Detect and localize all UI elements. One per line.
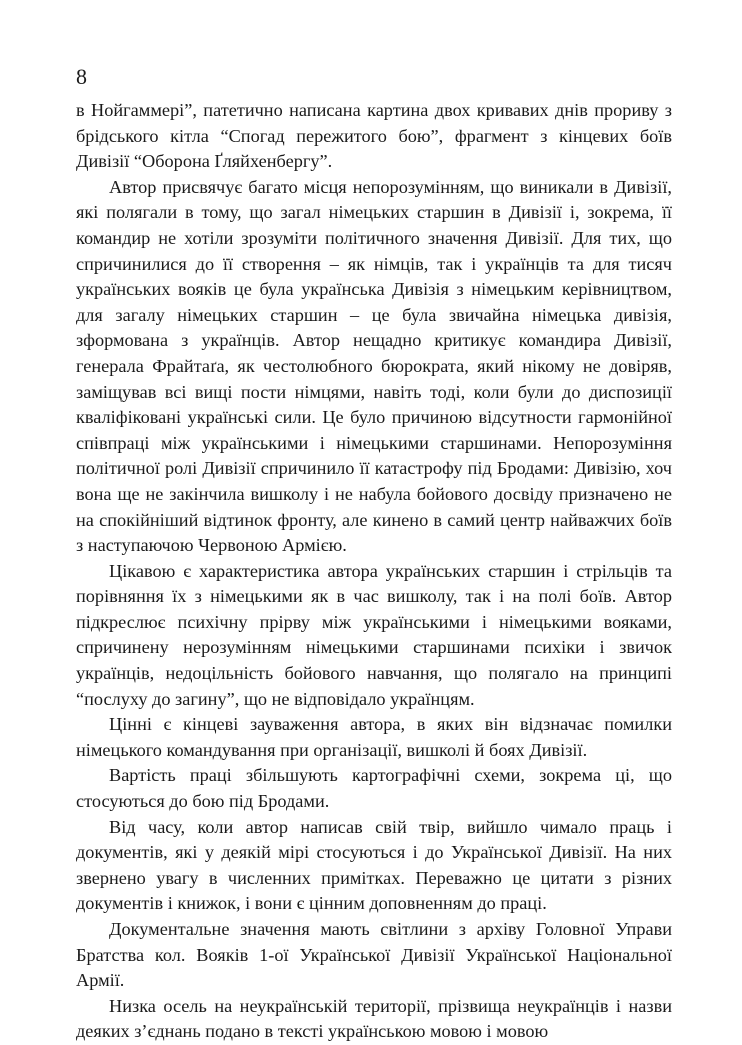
paragraph-misunderstandings: Автор присвячує багато місця непорозумінням, що виникали в Дивізії, які полягали в тому, що загал німецьких старшин в Дивізії і, зокрема, її командир не хотіли зрозуміти політичного значення Дивізії. Для тих, що спричинилися до її створення – як німців, так і українців та для тисяч українських вояків це була українська Дивізія з німецьким керівництвом, для загалу німецьких старшин – це була звичайна німецька дивізія, зформована з українців. Автор нещадно критикує командира Дивізії, генерала Фрайтаґа, як честолюбного бюрократа, який нікому не довіряв, заміщував всі вищі пости німцями, навіть тоді, коли були до диспозиції кваліфіковані українські сили. Це було причиною відсутности гармонійної співпраці між українськими і німецькими старшинами. Непорозуміння політичної ролі Дивізії спричинило її катастрофу під Бродами: Дивізію, хоч вона ще не закінчила вишколу і не набула бойового досвіду призначено не на спокійніший відтинок фронту, але кинено в самий центр найважчих боїв з наступаючою Червоною Армією. [76,176,672,556]
paragraph-notes: Від часу, коли автор написав свій твір, вийшло чимало праць і документів, які у деякій мірі стосуються і до Української Дивізії. На них звернено увагу в численних примітках. Переважно це цитати з різних документів і книжок, і вони є цінним доповненням до праці. [76,816,672,914]
paragraph-place-names: Низка осель на неукраїнській території, прізвища неукраїнців і назви деяких з’єднань подано в тексті українською мовою і мовою [76,995,672,1042]
paragraph-continuation: в Нойгаммері”, патетично написана картина двох кривавих днів прориву з брідського кітла “Спогад пережитого бою”, фрагмент з кінцевих боїв Дивізії “Оборона Ґляйхенбергу”. [76,100,672,172]
paragraph-final-remarks: Цінні є кінцеві зауваження автора, в яких він відзначає помилки німецького командування при організації, вишколі й боях Дивізії. [76,714,672,760]
page-number: 8 [76,64,87,89]
page-body-text [76,98,672,1045]
paragraph-maps: Вартість праці збільшують картографічні схеми, зокрема ці, що стосуються до бою під Бродами. [76,765,672,812]
paragraph-officers-characteristics: Цікавою є характеристика автора українських старшин і стрільців та порівняння їх з німецькими як в час вишколу, так і на полі боїв. Автор підкреслює психічну прірву між українськими і німецькими вояками, спричинену нерозумінням німецькими старшинами психіки і звичок українців, недоцільність бойового навчання, що полягало на принципі “послуху до загину”, що не відповідало українцям. [76,560,672,709]
paragraph-photos: Документальне значення мають світлини з архіву Головної Управи Братства кол. Вояків 1-ої Української Дивізії Української Національної Армії. [76,919,672,991]
